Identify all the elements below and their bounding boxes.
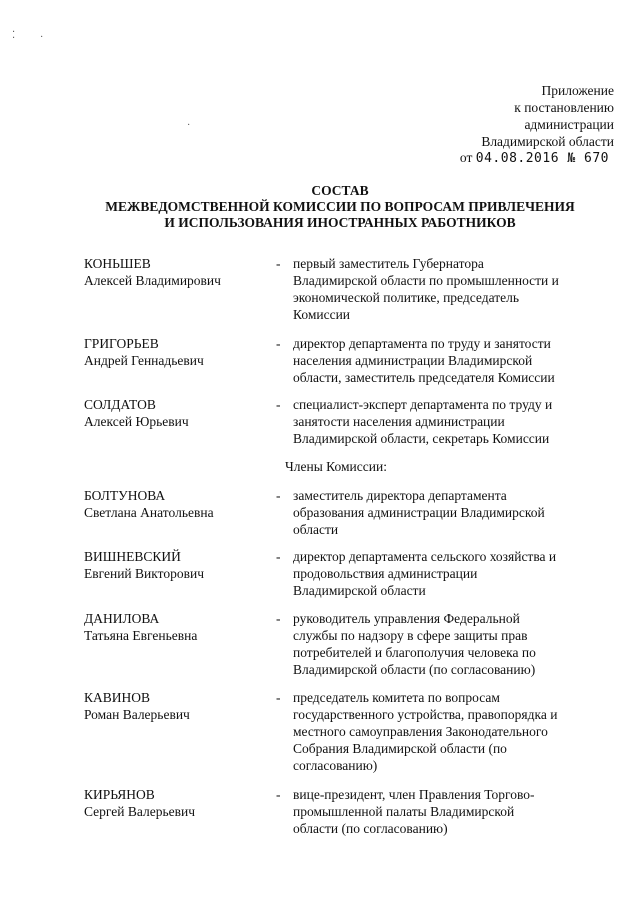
position-line: Собрания Владимирской области (по xyxy=(293,741,507,756)
member-given-name: Сергей Валерьевич xyxy=(84,804,195,819)
member-name xyxy=(84,396,264,430)
title-line: МЕЖВЕДОМСТВЕННОЙ КОМИССИИ ПО ВОПРОСАМ ПРИВЛЕЧЕНИЯ xyxy=(105,199,575,214)
position-line: занятости населения администрации xyxy=(293,414,505,429)
dash-separator: - xyxy=(276,397,281,412)
member-surname: БОЛТУНОВА xyxy=(84,488,166,503)
position-line: председатель комитета по вопросам xyxy=(293,690,500,705)
attachment-block xyxy=(481,82,614,150)
member-position xyxy=(293,786,611,837)
position-line: государственного устройства, правопорядка и xyxy=(293,707,558,722)
member-name xyxy=(84,786,264,820)
member-position xyxy=(293,487,611,538)
position-line: образования администрации Владимирской xyxy=(293,505,545,520)
member-given-name: Светлана Анатольевна xyxy=(84,505,214,520)
position-line: первый заместитель Губернатора xyxy=(293,256,484,271)
title-line: И ИСПОЛЬЗОВАНИЯ ИНОСТРАННЫХ РАБОТНИКОВ xyxy=(164,215,516,230)
position-line: Комиссии xyxy=(293,307,351,322)
position-line: службы по надзору в сфере защиты прав xyxy=(293,628,528,643)
member-position xyxy=(293,689,611,774)
member-given-name: Татьяна Евгеньевна xyxy=(84,628,198,643)
position-line: области xyxy=(293,522,339,537)
scan-speck: · xyxy=(187,120,191,131)
attachment-line: Владимирской области xyxy=(481,134,614,149)
attachment-line: Приложение xyxy=(541,83,614,98)
member-given-name: Евгений Викторович xyxy=(84,566,204,581)
member-position xyxy=(293,610,611,678)
position-line: Владимирской области xyxy=(293,583,426,598)
position-line: промышленной палаты Владимирской xyxy=(293,804,515,819)
member-position xyxy=(293,548,611,599)
member-surname: КИРЬЯНОВ xyxy=(84,787,155,802)
document-title xyxy=(60,183,620,231)
position-line: Владимирской области, секретарь Комиссии xyxy=(293,431,550,446)
scan-speck: ⁚ xyxy=(12,30,16,41)
position-line: продовольствия администрации xyxy=(293,566,478,581)
member-surname: СОЛДАТОВ xyxy=(84,397,156,412)
member-name xyxy=(84,487,264,521)
member-surname: ДАНИЛОВА xyxy=(84,611,160,626)
dash-separator: - xyxy=(276,690,281,705)
dash-separator: - xyxy=(276,611,281,626)
member-surname: КОНЬШЕВ xyxy=(84,256,151,271)
member-name xyxy=(84,610,264,644)
member-surname: ВИШНЕВСКИЙ xyxy=(84,549,181,564)
position-line: заместитель директора департамента xyxy=(293,488,507,503)
member-position xyxy=(293,396,611,447)
decree-date-line xyxy=(460,150,609,166)
dash-separator: - xyxy=(276,787,281,802)
position-line: вице-президент, член Правления Торгово- xyxy=(293,787,535,802)
dash-separator: - xyxy=(276,256,281,271)
position-line: директор департамента по труду и занятости xyxy=(293,336,551,351)
member-position xyxy=(293,255,611,323)
position-line: местного самоуправления Законодательного xyxy=(293,724,548,739)
title-line: СОСТАВ xyxy=(311,183,369,198)
position-line: Владимирской области по промышленности и xyxy=(293,273,559,288)
member-name xyxy=(84,689,264,723)
attachment-line: администрации xyxy=(524,117,614,132)
position-line: экономической политике, председатель xyxy=(293,290,520,305)
position-line: потребителей и благополучия человека по xyxy=(293,645,536,660)
member-given-name: Роман Валерьевич xyxy=(84,707,190,722)
members-heading: Члены Комиссии: xyxy=(285,459,387,474)
dash-separator: - xyxy=(276,549,281,564)
member-given-name: Алексей Юрьевич xyxy=(84,414,189,429)
date-number-stamp: 04.08.2016 № 670 xyxy=(475,151,609,166)
position-line: Владимирской области (по согласованию) xyxy=(293,662,536,677)
dash-separator: - xyxy=(276,336,281,351)
member-name xyxy=(84,255,264,289)
dash-separator: - xyxy=(276,488,281,503)
position-line: населения администрации Владимирской xyxy=(293,353,533,368)
member-surname: КАВИНОВ xyxy=(84,690,151,705)
member-given-name: Алексей Владимирович xyxy=(84,273,221,288)
position-line: области, заместитель председателя Комиссии xyxy=(293,370,555,385)
position-line: согласованию) xyxy=(293,758,378,773)
position-line: области (по согласованию) xyxy=(293,821,448,836)
member-name xyxy=(84,548,264,582)
position-line: руководитель управления Федеральной xyxy=(293,611,520,626)
member-surname: ГРИГОРЬЕВ xyxy=(84,336,159,351)
date-prefix: от xyxy=(459,150,473,165)
attachment-line: к постановлению xyxy=(514,100,614,115)
member-given-name: Андрей Геннадьевич xyxy=(84,353,204,368)
member-name xyxy=(84,335,264,369)
member-position xyxy=(293,335,611,386)
scan-speck: · xyxy=(40,32,44,43)
position-line: директор департамента сельского хозяйства и xyxy=(293,549,557,564)
position-line: специалист-эксперт департамента по труду и xyxy=(293,397,553,412)
